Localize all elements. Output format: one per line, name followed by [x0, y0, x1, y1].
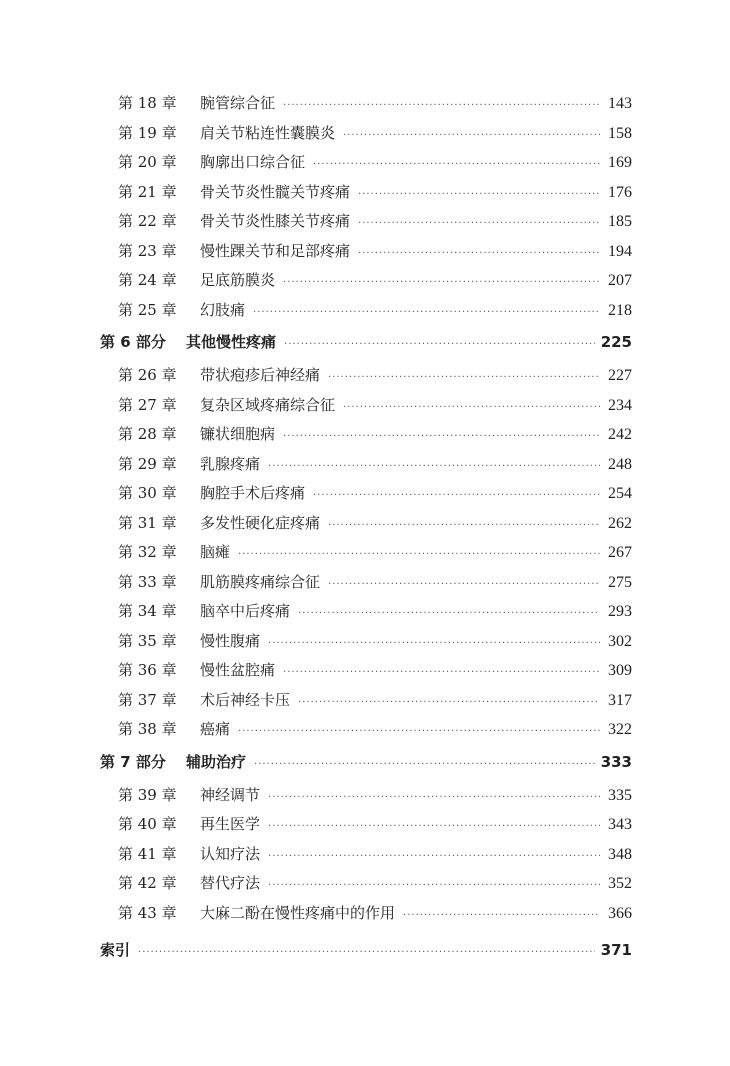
chapter-title: 脑瘫: [200, 543, 231, 561]
chapter-title: 多发性硬化症疼痛: [200, 513, 321, 532]
dot-leader: [284, 339, 595, 350]
toc-chapter-entry[interactable]: [0, 872, 730, 902]
dot-leader: [328, 579, 600, 590]
page-number: 242: [608, 426, 632, 443]
toc-chapter-entry[interactable]: [0, 630, 730, 660]
chapter-number: 第 42 章: [118, 874, 177, 892]
chapter-number: 第 34 章: [118, 602, 177, 620]
dot-leader: [343, 402, 600, 413]
dot-leader: [254, 759, 595, 770]
chapter-number: 第 20 章: [118, 153, 177, 171]
page-number: 293: [608, 603, 632, 620]
page-number: 275: [608, 573, 632, 591]
chapter-title: 胸廓出口综合征: [200, 153, 306, 171]
dot-leader: [283, 100, 600, 111]
chapter-title: 脑卒中后疼痛: [200, 602, 291, 620]
chapter-number: 第 25 章: [118, 300, 177, 319]
chapter-number: 第 29 章: [118, 454, 177, 473]
chapter-title: 替代疗法: [200, 874, 261, 892]
page-number: 371: [600, 941, 632, 959]
chapter-title: 神经调节: [200, 785, 261, 804]
page-number: 169: [608, 154, 632, 171]
toc-chapter-entry[interactable]: [0, 541, 730, 571]
page-number: 143: [608, 95, 632, 112]
chapter-title: 慢性盆腔痛: [200, 661, 276, 679]
toc-chapter-entry[interactable]: [0, 784, 730, 814]
toc-chapter-entry[interactable]: [0, 364, 730, 394]
part-number: 第 6 部分: [100, 333, 166, 351]
dot-leader: [283, 431, 600, 442]
dot-leader: [313, 490, 600, 501]
chapter-number: 第 43 章: [118, 903, 177, 922]
page-number: 225: [600, 333, 632, 351]
page-number: 333: [600, 752, 632, 771]
toc-chapter-entry[interactable]: [0, 659, 730, 689]
chapter-title: 骨关节炎性膝关节疼痛: [200, 212, 351, 230]
toc-chapter-entry[interactable]: [0, 423, 730, 453]
toc-chapter-entry[interactable]: [0, 813, 730, 843]
chapter-number: 第 24 章: [118, 271, 177, 289]
dot-leader: [238, 549, 600, 560]
toc-part-entry[interactable]: [0, 331, 730, 361]
dot-leader: [403, 910, 600, 921]
chapter-title: 肩关节粘连性囊膜炎: [200, 123, 336, 142]
chapter-title: 胸腔手术后疼痛: [200, 484, 306, 502]
chapter-title: 慢性踝关节和足部疼痛: [200, 241, 351, 260]
page-number: 267: [608, 544, 632, 561]
chapter-number: 第 26 章: [118, 366, 177, 384]
chapter-number: 第 39 章: [118, 785, 177, 804]
chapter-title: 癌痛: [200, 720, 231, 738]
dot-leader: [283, 667, 600, 678]
page-number: 309: [608, 662, 632, 679]
dot-leader: [238, 726, 600, 737]
chapter-number: 第 18 章: [118, 94, 177, 112]
dot-leader: [268, 880, 600, 891]
chapter-number: 第 21 章: [118, 182, 177, 201]
toc-chapter-entry[interactable]: [0, 151, 730, 181]
page-number: 176: [608, 183, 632, 201]
part-title: 辅助治疗: [186, 752, 247, 771]
chapter-number: 第 23 章: [118, 241, 177, 260]
chapter-title: 再生医学: [200, 815, 261, 833]
dot-leader: [328, 372, 600, 383]
chapter-number: 第 30 章: [118, 484, 177, 502]
page-number: 352: [608, 875, 632, 892]
toc-chapter-entry[interactable]: [0, 92, 730, 122]
page-number: 218: [608, 301, 632, 319]
dot-leader: [268, 461, 600, 472]
toc-chapter-entry[interactable]: [0, 689, 730, 719]
page-number: 366: [608, 904, 632, 922]
chapter-title: 骨关节炎性髋关节疼痛: [200, 182, 351, 201]
toc-chapter-entry[interactable]: [0, 902, 730, 932]
chapter-number: 第 28 章: [118, 425, 177, 443]
toc-chapter-entry[interactable]: [0, 482, 730, 512]
toc-part-entry[interactable]: [0, 751, 730, 781]
toc-chapter-entry[interactable]: [0, 122, 730, 152]
chapter-title: 幻肢痛: [200, 300, 246, 319]
toc-index-entry[interactable]: [0, 939, 730, 969]
chapter-title: 腕管综合征: [200, 94, 276, 112]
dot-leader: [268, 638, 600, 649]
toc-chapter-entry[interactable]: [0, 269, 730, 299]
dot-leader: [283, 277, 600, 288]
page-number: 248: [608, 455, 632, 473]
part-title: 其他慢性疼痛: [186, 333, 277, 351]
chapter-number: 第 36 章: [118, 661, 177, 679]
page-number: 194: [608, 242, 632, 260]
chapter-number: 第 33 章: [118, 572, 177, 591]
dot-leader: [253, 307, 600, 318]
dot-leader: [358, 218, 600, 229]
index-title: 索引: [100, 941, 131, 959]
page-number: 262: [608, 514, 632, 532]
toc-chapter-entry[interactable]: [0, 299, 730, 329]
chapter-title: 认知疗法: [200, 844, 261, 863]
chapter-number: 第 19 章: [118, 123, 177, 142]
dot-leader: [268, 821, 600, 832]
chapter-title: 复杂区域疼痛综合征: [200, 395, 336, 414]
page-number: 322: [608, 721, 632, 738]
toc-chapter-entry[interactable]: [0, 600, 730, 630]
toc-chapter-entry[interactable]: [0, 512, 730, 542]
part-number: 第 7 部分: [100, 752, 166, 771]
page-number: 348: [608, 845, 632, 863]
chapter-number: 第 27 章: [118, 395, 177, 414]
toc-chapter-entry[interactable]: [0, 240, 730, 270]
toc-chapter-entry[interactable]: [0, 210, 730, 240]
page-number: 234: [608, 396, 632, 414]
dot-leader: [298, 697, 600, 708]
chapter-title: 肌筋膜疼痛综合征: [200, 572, 321, 591]
toc-chapter-entry[interactable]: [0, 571, 730, 601]
dot-leader: [298, 608, 600, 619]
dot-leader: [268, 851, 600, 862]
chapter-title: 慢性腹痛: [200, 631, 261, 650]
chapter-number: 第 37 章: [118, 690, 177, 709]
page-number: 185: [608, 213, 632, 230]
page-number: 335: [608, 786, 632, 804]
dot-leader: [328, 520, 600, 531]
chapter-title: 术后神经卡压: [200, 690, 291, 709]
chapter-title: 大麻二酚在慢性疼痛中的作用: [200, 903, 396, 922]
chapter-number: 第 31 章: [118, 513, 177, 532]
page-number: 227: [608, 367, 632, 384]
page-number: 207: [608, 272, 632, 289]
dot-leader: [313, 159, 600, 170]
chapter-number: 第 22 章: [118, 212, 177, 230]
toc-chapter-entry[interactable]: [0, 718, 730, 748]
chapter-number: 第 35 章: [118, 631, 177, 650]
dot-leader: [358, 189, 600, 200]
dot-leader: [268, 792, 600, 803]
chapter-title: 乳腺疼痛: [200, 454, 261, 473]
page-number: 317: [608, 691, 632, 709]
chapter-title: 足底筋膜炎: [200, 271, 276, 289]
chapter-number: 第 40 章: [118, 815, 177, 833]
page-number: 158: [608, 124, 632, 142]
chapter-number: 第 32 章: [118, 543, 177, 561]
chapter-title: 带状疱疹后神经痛: [200, 366, 321, 384]
chapter-number: 第 38 章: [118, 720, 177, 738]
page-number: 302: [608, 632, 632, 650]
chapter-number: 第 41 章: [118, 844, 177, 863]
toc-chapter-entry[interactable]: [0, 453, 730, 483]
page-number: 254: [608, 485, 632, 502]
chapter-title: 镰状细胞病: [200, 425, 276, 443]
page-number: 343: [608, 816, 632, 833]
toc-chapter-entry[interactable]: [0, 181, 730, 211]
toc-chapter-entry[interactable]: [0, 394, 730, 424]
dot-leader: [343, 130, 600, 141]
dot-leader: [358, 248, 600, 259]
table-of-contents: [0, 92, 730, 969]
toc-chapter-entry[interactable]: [0, 843, 730, 873]
dot-leader: [138, 947, 595, 958]
